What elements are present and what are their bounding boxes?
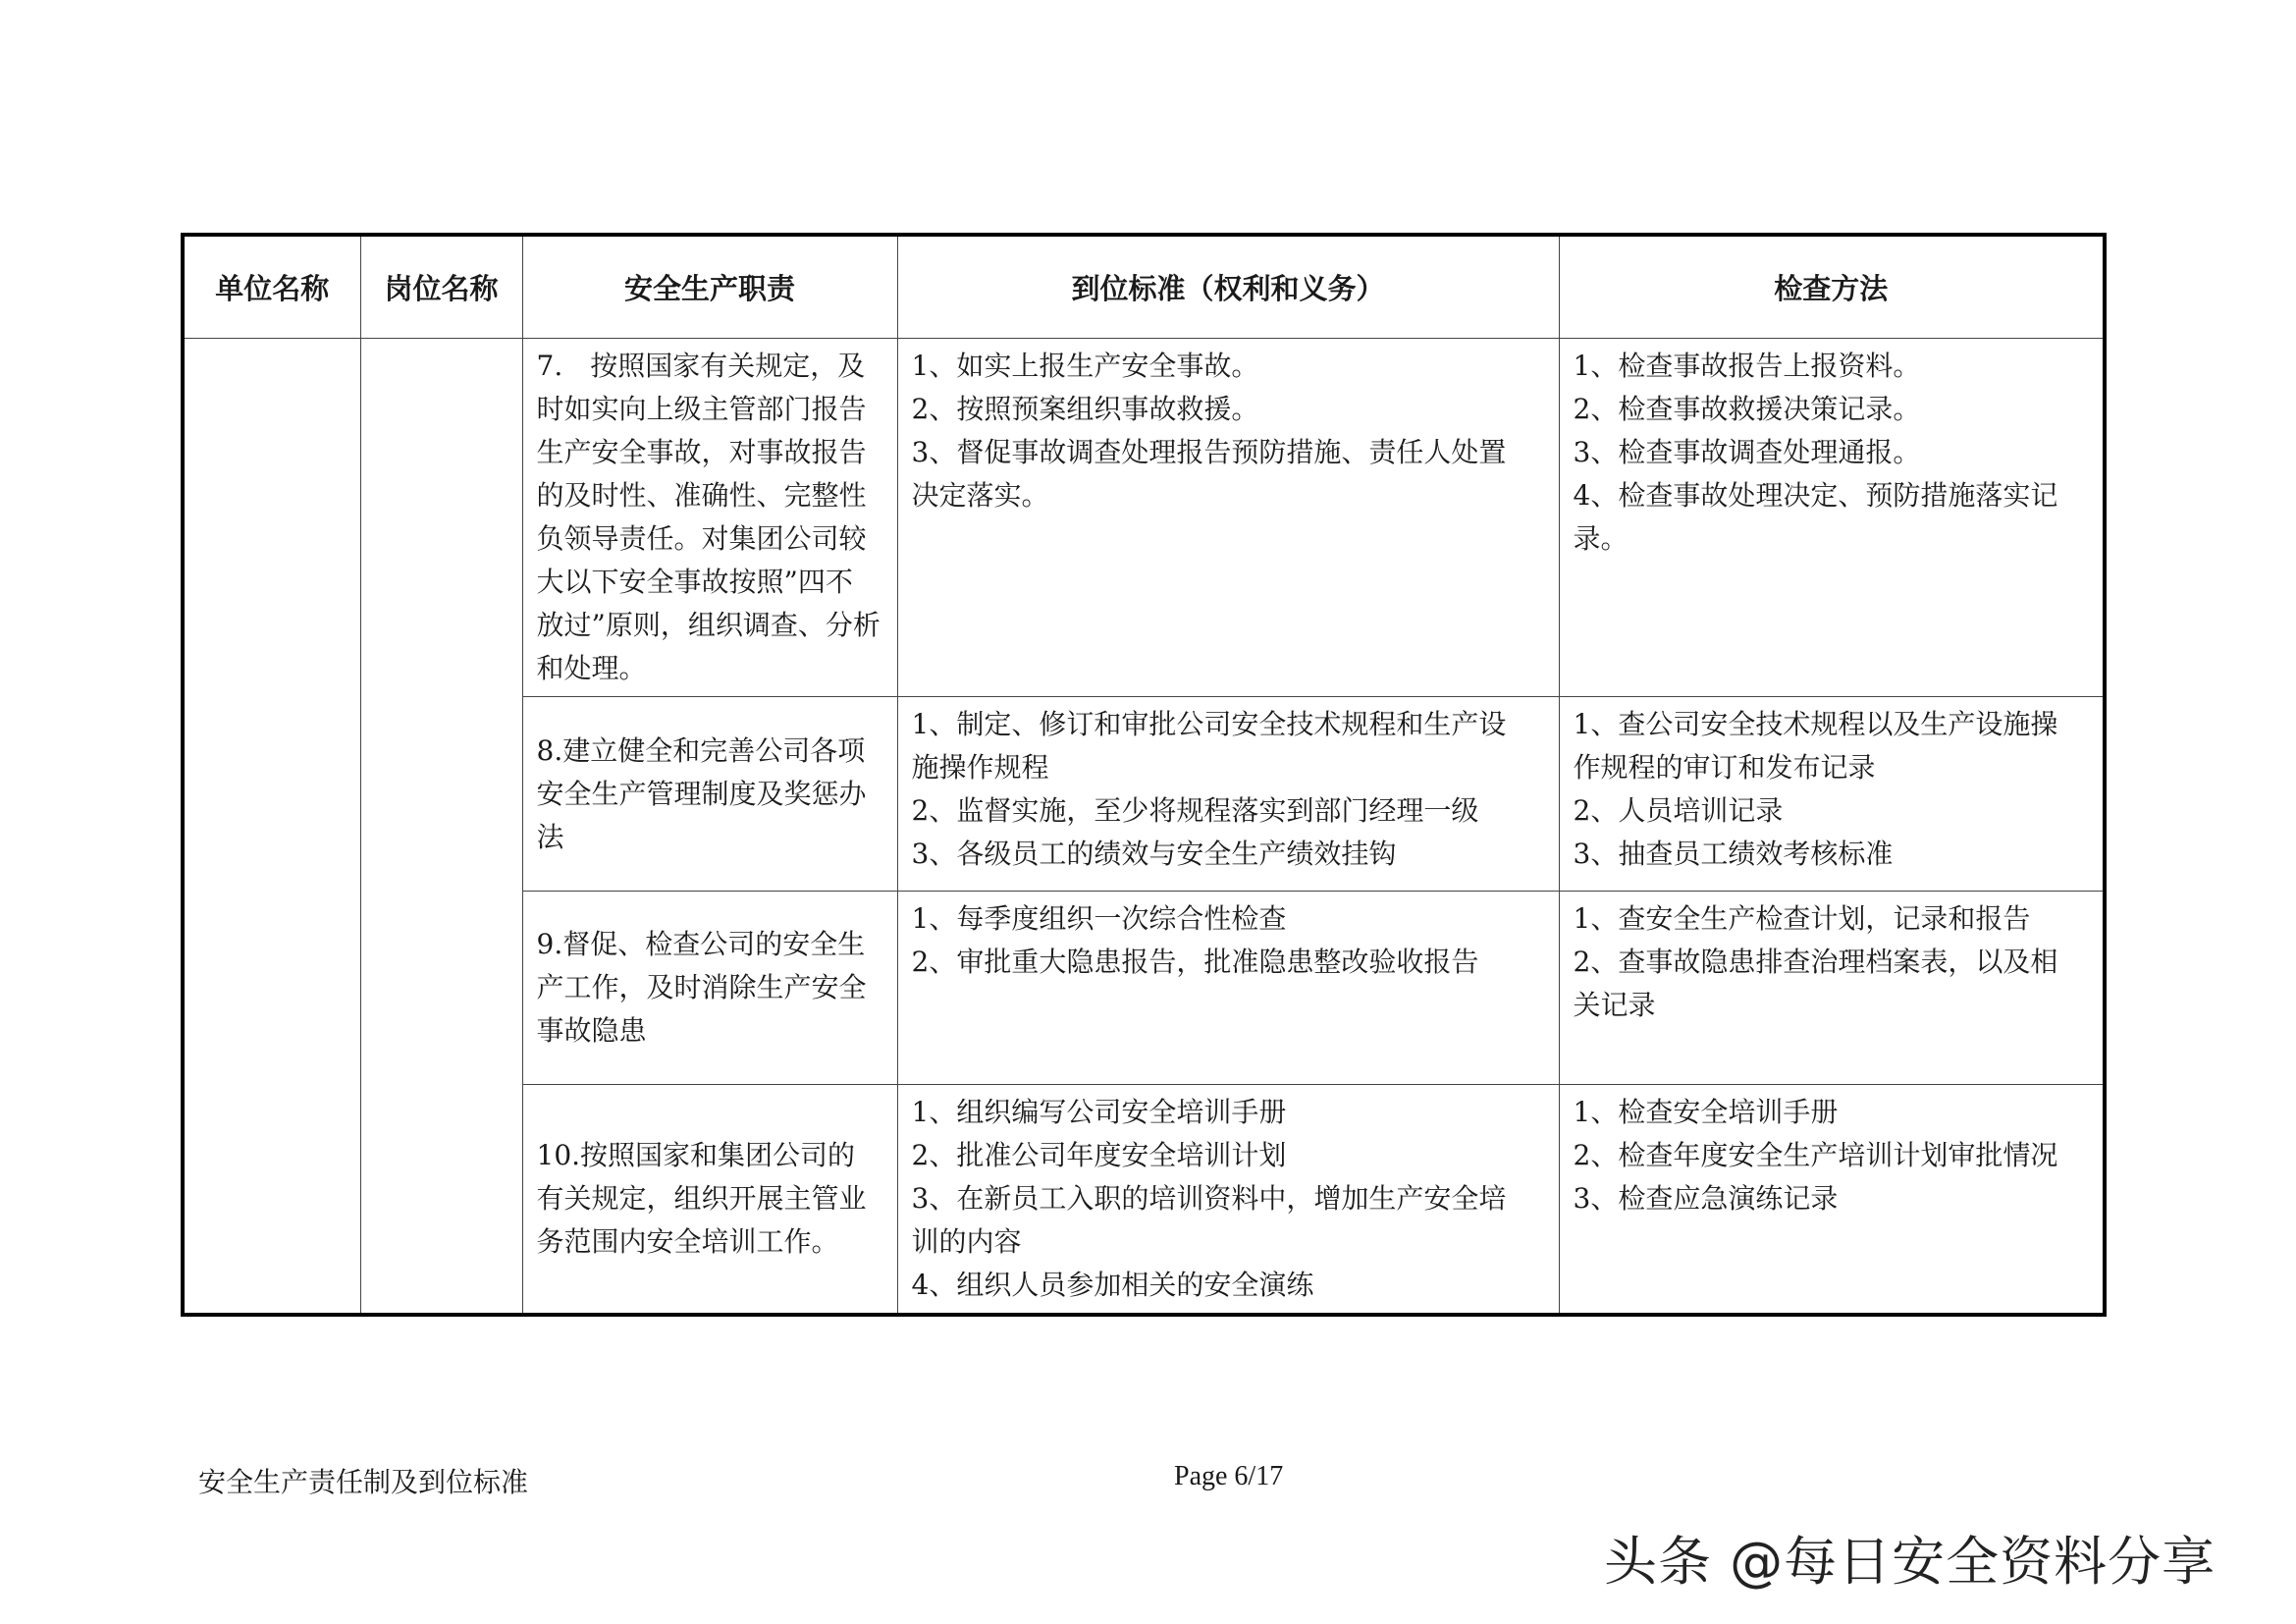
header-check: 检查方法 (1559, 235, 2105, 339)
duty-cell (522, 1085, 897, 1316)
table-header-row (183, 235, 2105, 339)
cell-line: 2、查事故隐患排查治理档案表，以及相 (1573, 946, 2058, 978)
duty-cell (522, 697, 897, 892)
header-duty: 安全生产职责 (522, 235, 897, 339)
cell-line: 1、查安全生产检查计划，记录和报告 (1573, 902, 2031, 935)
standard-cell (897, 1085, 1559, 1316)
cell-line: 1、检查事故报告上报资料。 (1573, 350, 1921, 382)
cell-line: 7. 按照国家有关规定，及 (536, 350, 866, 382)
cell-line: 1、制定、修订和审批公司安全技术规程和生产设 (911, 708, 1507, 740)
cell-line: 安全生产管理制度及奖惩办 (536, 777, 867, 810)
cell-line: 1、组织编写公司安全培训手册 (911, 1096, 1287, 1128)
cell-line: 2、批准公司年度安全培训计划 (911, 1139, 1287, 1171)
check-cell (1559, 339, 2105, 697)
cell-line: 决定落实。 (911, 479, 1049, 512)
cell-line: 生产安全事故，对事故报告 (536, 436, 867, 468)
cell-line: 4、组织人员参加相关的安全演练 (911, 1269, 1314, 1301)
cell-line: 2、按照预案组织事故救援。 (911, 393, 1259, 425)
duty-cell (522, 339, 897, 697)
responsibility-table (181, 233, 2107, 1317)
header-post: 岗位名称 (360, 235, 522, 339)
cell-line: 有关规定，组织开展主管业 (536, 1182, 867, 1215)
cell-line: 1、如实上报生产安全事故。 (911, 350, 1259, 382)
unit-name-cell (183, 339, 360, 1316)
cell-line: 9.督促、检查公司的安全生 (536, 928, 866, 960)
check-cell (1559, 697, 2105, 892)
standard-cell (897, 892, 1559, 1085)
cell-line: 务范围内安全培训工作。 (536, 1225, 839, 1258)
cell-line: 事故隐患 (536, 1014, 647, 1047)
check-cell (1559, 1085, 2105, 1316)
cell-line: 录。 (1573, 522, 1629, 555)
cell-line: 大以下安全事故按照”四不 (536, 566, 853, 598)
footer-doc-title: 安全生产责任制及到位标准 (198, 1466, 529, 1498)
cell-line: 2、检查年度安全生产培训计划审批情况 (1573, 1139, 2058, 1171)
table-row (183, 339, 2105, 697)
cell-line: 产工作，及时消除生产安全 (536, 971, 867, 1003)
cell-line: 1、查公司安全技术规程以及生产设施操 (1573, 708, 2058, 740)
cell-line: 法 (536, 820, 564, 853)
check-cell (1559, 892, 2105, 1085)
cell-line: 3、各级员工的绩效与安全生产绩效挂钩 (911, 838, 1397, 870)
header-unit: 单位名称 (183, 235, 360, 339)
footer-page-number: Page 6/17 (1174, 1461, 1284, 1491)
watermark: 头条 @每日安全资料分享 (1604, 1531, 2216, 1593)
cell-line: 作规程的审订和发布记录 (1573, 751, 1876, 784)
cell-line: 训的内容 (911, 1225, 1022, 1258)
standard-cell (897, 697, 1559, 892)
cell-line: 4、检查事故处理决定、预防措施落实记 (1573, 479, 2058, 512)
post-name-cell (360, 339, 522, 1316)
cell-line: 2、审批重大隐患报告，批准隐患整改验收报告 (911, 946, 1479, 978)
cell-line: 的及时性、准确性、完整性 (536, 479, 867, 512)
cell-line: 2、监督实施，至少将规程落实到部门经理一级 (911, 794, 1479, 827)
cell-line: 10.按照国家和集团公司的 (536, 1139, 856, 1171)
cell-line: 3、检查应急演练记录 (1573, 1182, 1839, 1215)
cell-line: 关记录 (1573, 989, 1656, 1021)
header-standard: 到位标准（权利和义务） (897, 235, 1559, 339)
cell-line: 1、每季度组织一次综合性检查 (911, 902, 1287, 935)
cell-line: 2、检查事故救援决策记录。 (1573, 393, 1921, 425)
cell-line: 8.建立健全和完善公司各项 (536, 733, 866, 767)
standard-cell (897, 339, 1559, 697)
cell-line: 3、抽查员工绩效考核标准 (1573, 838, 1894, 870)
duty-cell (522, 892, 897, 1085)
cell-line: 2、人员培训记录 (1573, 794, 1784, 827)
cell-line: 施操作规程 (911, 751, 1049, 784)
cell-line: 3、在新员工入职的培训资料中，增加生产安全培 (911, 1182, 1507, 1215)
cell-line: 放过”原则，组织调查、分析 (536, 609, 881, 641)
cell-line: 3、检查事故调查处理通报。 (1573, 436, 1921, 468)
cell-line: 时如实向上级主管部门报告 (536, 393, 867, 425)
cell-line: 负领导责任。对集团公司较 (536, 522, 867, 555)
cell-line: 和处理。 (536, 652, 647, 684)
cell-line: 3、督促事故调查处理报告预防措施、责任人处置 (911, 436, 1507, 468)
cell-line: 1、检查安全培训手册 (1573, 1096, 1839, 1128)
